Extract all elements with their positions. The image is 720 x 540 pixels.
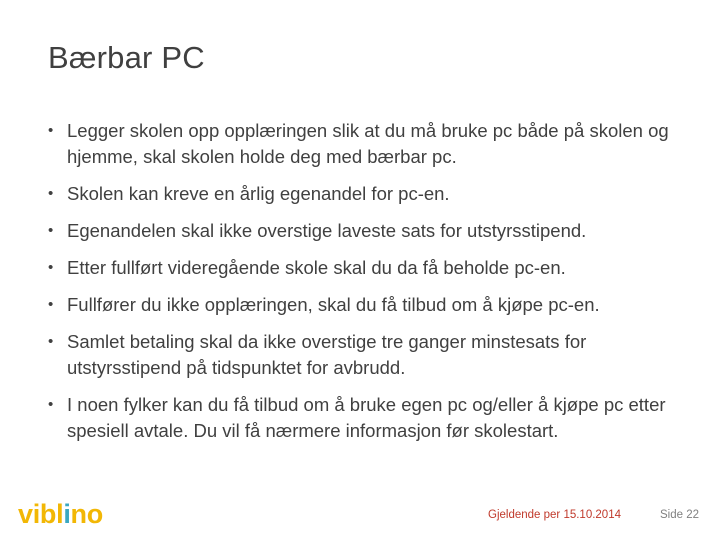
bullet-text: Samlet betaling skal da ikke overstige tre ganger minstesats for utstyrsstipend på tidspunktet for avbrudd. — [67, 331, 587, 378]
page-number: Side 22 — [660, 509, 700, 521]
vilbino-logo — [18, 499, 103, 530]
bullet-dot: • — [48, 222, 54, 239]
bullet-dot: • — [48, 333, 54, 350]
bullet-item — [48, 255, 688, 281]
bullet-text: I noen fylker kan du få tilbud om å bruke egen pc og/eller å kjøpe pc etter spesiell avtale. Du vil få nærmere informasjon før skolestart. — [67, 394, 666, 441]
bullet-item — [48, 118, 688, 170]
slide-title: Bærbar PC — [48, 40, 205, 75]
bullet-text: Skolen kan kreve en årlig egenandel for pc-en. — [67, 183, 450, 204]
bullet-text: Fullfører du ikke opplæringen, skal du få tilbud om å kjøpe pc-en. — [67, 294, 600, 315]
logo-text-part: vibl — [18, 499, 64, 529]
bullet-item — [48, 392, 688, 444]
bullet-item — [48, 181, 688, 207]
logo-text-part: i — [63, 499, 71, 529]
bullet-dot: • — [48, 185, 54, 202]
bullet-dot: • — [48, 122, 54, 139]
bullet-text: Egenandelen skal ikke overstige laveste sats for utstyrsstipend. — [67, 220, 587, 241]
bullet-item — [48, 292, 688, 318]
footer-date: Gjeldende per 15.10.2014 — [488, 509, 621, 521]
bullet-list — [48, 118, 688, 455]
bullet-text: Etter fullført videregående skole skal du da få beholde pc-en. — [67, 257, 566, 278]
bullet-dot: • — [48, 259, 54, 276]
bullet-dot: • — [48, 296, 54, 313]
bullet-item — [48, 329, 688, 381]
bullet-text: Legger skolen opp opplæringen slik at du må bruke pc både på skolen og hjemme, skal skolen holde deg med bærbar pc. — [67, 120, 669, 167]
logo-text-part: no — [70, 499, 103, 529]
bullet-item — [48, 218, 688, 244]
bullet-dot: • — [48, 396, 54, 413]
